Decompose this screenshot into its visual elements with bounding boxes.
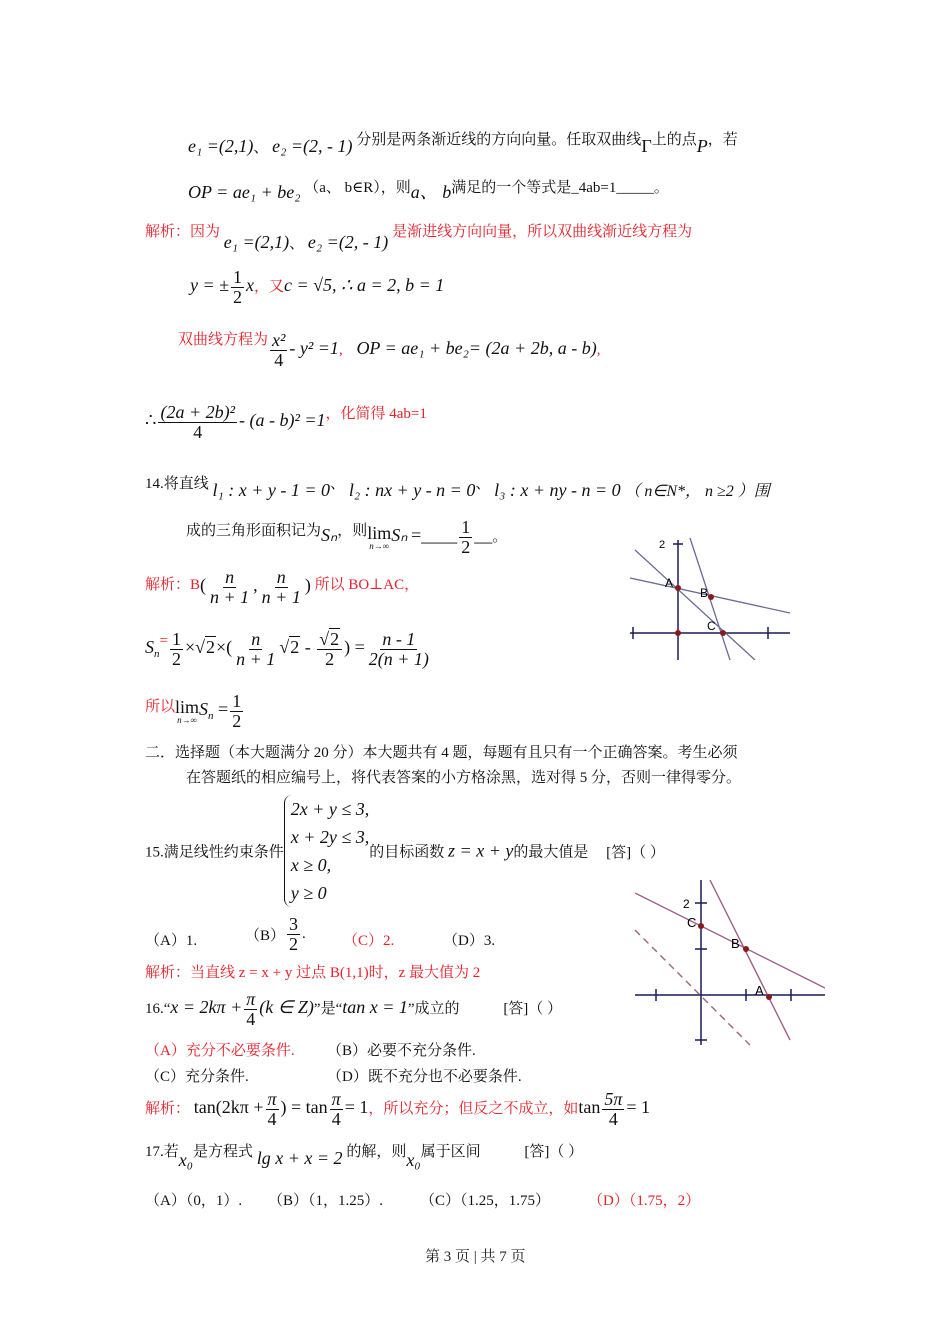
q16-option-a[interactable]: （A）充分不必要条件. — [145, 1043, 295, 1059]
q15-options — [145, 915, 625, 961]
page-footer: 第 3 页 | 共 7 页 — [425, 1249, 526, 1265]
section2-line2: 在答题纸的相应编号上，将代表答案的小方格涂黑，选对得 5 分，否则一律得零分。 — [186, 770, 742, 786]
op-expression: OP = ae₁ + be₂ — [188, 182, 301, 202]
svg-text:C: C — [687, 915, 697, 930]
e1-vector: e₁ =(2,1) — [188, 136, 254, 156]
svg-text:C: C — [707, 619, 716, 633]
q17-option-d[interactable]: （D）（1.75，2） — [588, 1193, 701, 1209]
q13-line2: OP = ae₁ + be₂ （a、 b∈R），则a、 b满足的一个等式是_4ab=1_____。 — [188, 180, 669, 202]
svg-text:A: A — [755, 983, 764, 998]
option-b[interactable]: （B） $\frac{3}{2}$ . — [245, 914, 306, 954]
sn-formula: $S_n=$ $\frac{1}{2}$ ×√2×( $\frac{n}{n + 1}$ √2 - $\frac{√2}{2}$ ) = $\frac{n - 1}{2(n + 1)}$ — [145, 629, 429, 669]
q16-option-c[interactable]: （C）充分条件. — [145, 1069, 249, 1085]
hyperbola-equation: 双曲线方程为 $\frac{\text{x²}}{4}$ - y² =1, OP = ae₁ + be₂= (2a + 2b, a - b), — [178, 330, 601, 371]
q15-stem: 15.满足线性约束条件 2x + y ≤ 3, x + 2y ≤ 3, x ≥ 0, y ≥ 0 的目标函数 z = x + y的最大值是 [答]（ ） — [145, 795, 665, 907]
q13-answer: 满足的一个等式是_4ab=1_____。 — [451, 180, 669, 196]
constraint-system: 2x + y ≤ 3, x + 2y ≤ 3, x ≥ 0, y ≥ 0 — [284, 795, 370, 907]
q14-graph — [625, 535, 795, 660]
analysis-label: 解析：因为 — [145, 224, 221, 240]
asymptote-equation: y = ± $\frac{1}{2}$ x，又c = √5, ∴ a = 2, b = 1 — [190, 267, 445, 307]
svg-text:2: 2 — [683, 897, 690, 911]
q17-stem: 17.若x₀是方程式 lg x + x = 2 的解，则x₀属于区间 [答]（ ） — [145, 1144, 584, 1170]
q16-option-d[interactable]: （D）既不充分也不必要条件. — [327, 1069, 522, 1085]
q14-analysis-line1: 解析：B( $\frac{n}{n + 1}$ , $\frac{n}{n + 1}$ ) 所以 BO⊥AC， — [145, 567, 420, 607]
answer-bracket: [答]（ ） — [524, 1144, 584, 1160]
section2-line1: 二．选择题（本大题满分 20 分）本大题共有 4 题，每题有且只有一个正确答案。考生必须 — [145, 745, 738, 761]
q17-option-c[interactable]: （C）（1.25，1.75） — [420, 1193, 551, 1209]
svg-text:B: B — [700, 586, 709, 600]
q15-graph — [625, 880, 825, 1050]
option-a[interactable]: （A）1. — [145, 933, 198, 949]
q16-option-b[interactable]: （B）必要不充分条件. — [327, 1043, 476, 1059]
svg-text:B: B — [731, 936, 740, 951]
e2-vector: e₂ =(2, - 1) — [272, 136, 353, 156]
therefore-equation: ∴ $\frac{\text{(2a + 2b)²}}{4}$ - (a - b)² =1，化简得 4ab=1 — [145, 402, 427, 443]
option-c[interactable]: （C）2. — [343, 933, 395, 949]
answer-bracket: [答]（ ） — [503, 1000, 563, 1017]
answer-bracket: [答]（ ） — [606, 844, 665, 861]
q16-analysis: 解析： tan(2kπ + $\frac{\pi}{4}$ ) = tan $\frac{\pi}{4}$ = 1，所以充分；但反之不成立，如tan $\frac{5\pi}{4}$ = 1 — [145, 1089, 651, 1129]
q14-line2: 成的三角形面积记为Sₙ，则 lim n→∞ Sₙ =____ $\frac{1}{2}$ __。 — [186, 517, 508, 557]
q17-option-a[interactable]: （A）（0，1）. — [145, 1193, 243, 1209]
q14-line1: 14.将直线 l₁ : x + y - 1 = 0、 l₂ : nx + y - n = 0、 l₃ : x + ny - n = 0 （ n∈N*， n ≥2 ）围 — [145, 476, 770, 500]
option-d[interactable]: （D）3. — [443, 933, 496, 949]
q15-analysis: 解析：当直线 z = x + y 过点 B(1,1)时，z 最大值为 2 — [145, 965, 481, 981]
q13-line1: e₁ =(2,1)、 e₂ =(2, - 1) 分别是两条渐近线的方向向量。任取双曲线Γ上的点P，若 — [188, 132, 738, 156]
q13-analysis-line1: 解析：因为 e₁ =(2,1)、 e₂ =(2, - 1) 是渐进线方向向量，所以双曲线渐近线方程为 — [145, 224, 693, 252]
svg-text:A: A — [665, 576, 674, 590]
q14-answer: $\frac{1}{2}$ — [461, 517, 471, 557]
svg-text:2: 2 — [659, 539, 666, 551]
q17-option-b[interactable]: （B）（1，1.25）. — [268, 1193, 384, 1209]
q14-conclusion: 所以 lim n→∞ $S_n$ = $\frac{1}{2}$ — [145, 691, 242, 731]
q16-stem: 16.“x = 2kπ + $\frac{\pi}{4}$ (k ∈ Z)”是“tan x = 1”成立的 [答]（ ） — [145, 989, 563, 1029]
